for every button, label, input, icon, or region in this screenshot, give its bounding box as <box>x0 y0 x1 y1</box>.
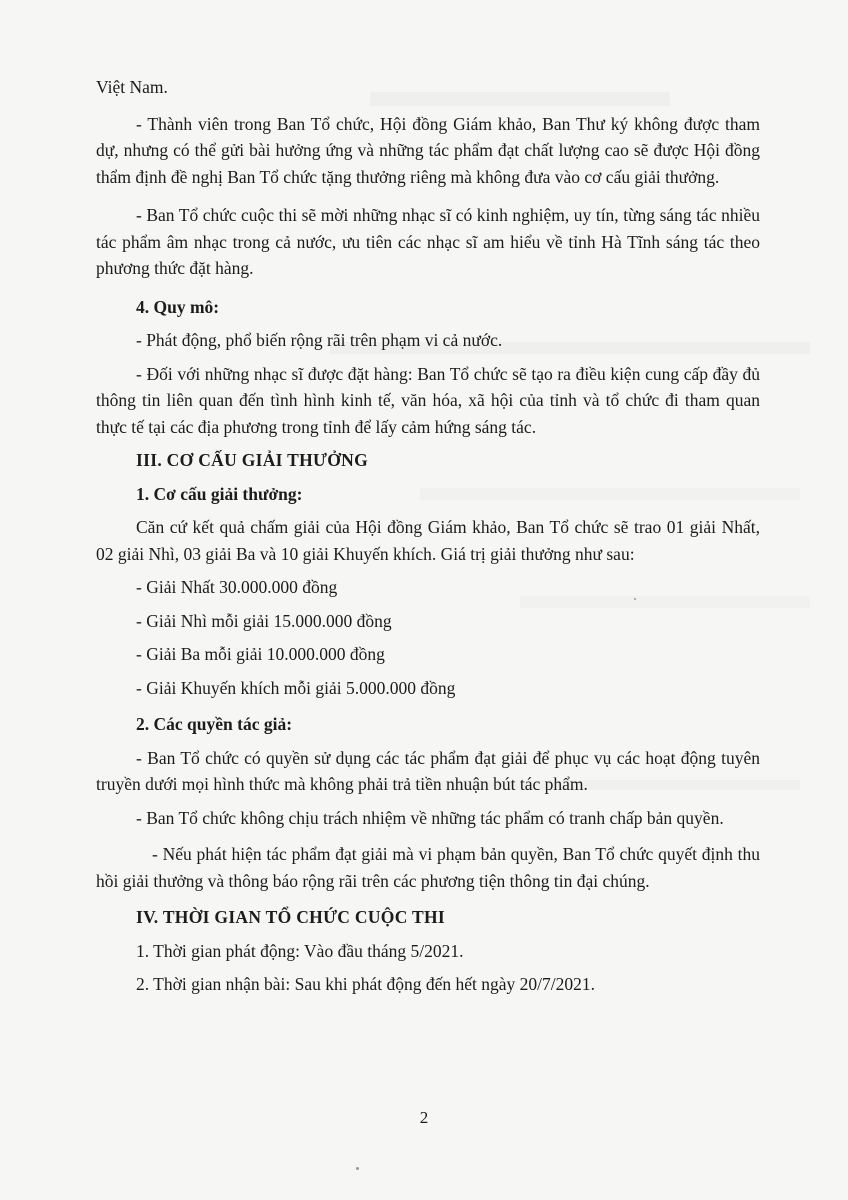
paragraph: - Ban Tổ chức cuộc thi sẽ mời những nhạc sĩ có kinh nghiệm, uy tín, từng sáng tác nhiều tác phẩm âm nhạc trong cả nước, ưu tiên các nhạc sĩ am hiểu về tỉnh Hà Tĩnh sáng tác theo phương thức đặt hàng. <box>96 205 760 278</box>
paragraph: - Ban Tổ chức có quyền sử dụng các tác phẩm đạt giải để phục vụ các hoạt động tuyên truyền dưới mọi hình thức mà không phải trả tiền nhuận bút tác phẩm. <box>96 747 760 794</box>
document-body <box>96 74 760 998</box>
paragraph: - Nếu phát hiện tác phẩm đạt giải mà vi phạm bản quyền, Ban Tổ chức quyết định thu hồi giải thưởng và thông báo rộng rãi trên các phương tiện thông tin đại chúng. <box>96 844 760 891</box>
section-heading: IV. THỜI GIAN TỔ CHỨC CUỘC THI <box>136 907 445 927</box>
subsection-heading: 2. Các quyền tác giả: <box>136 714 293 734</box>
prize-item: - Giải Ba mỗi giải 10.000.000 đồng <box>136 644 385 664</box>
section-heading: III. CƠ CẤU GIẢI THƯỞNG <box>136 450 368 470</box>
list-item: - Phát động, phổ biến rộng rãi trên phạm vi cả nước. <box>136 330 503 350</box>
page-number: 2 <box>419 1108 429 1127</box>
prize-item: - Giải Khuyến khích mỗi giải 5.000.000 đồng <box>136 677 456 698</box>
timeline-item: 2. Thời gian nhận bài: Sau khi phát động đến hết ngày 20/7/2021. <box>136 974 596 994</box>
paragraph: - Thành viên trong Ban Tổ chức, Hội đồng Giám khảo, Ban Thư ký không được tham dự, nhưng có thể gửi bài hưởng ứng và những tác phẩm đạt chất lượng cao sẽ được Hội đồng thẩm định đề nghị Ban Tổ chức tặng thưởng riêng mà không đưa vào cơ cấu giải thưởng. <box>96 113 760 187</box>
subsection-heading: 4. Quy mô: <box>136 296 220 317</box>
prize-item: - Giải Nhất 30.000.000 đồng <box>136 577 338 597</box>
timeline-item: 1. Thời gian phát động: Vào đầu tháng 5/2021. <box>136 940 464 961</box>
prize-item: - Giải Nhì mỗi giải 15.000.000 đồng <box>136 610 392 631</box>
paragraph: Việt Nam. <box>96 77 168 97</box>
paragraph: - Đối với những nhạc sĩ được đặt hàng: Ban Tổ chức sẽ tạo ra điều kiện cung cấp đầy đủ thông tin liên quan đến tình hình kinh tế, văn hóa, xã hội của tỉnh và tổ chức đi tham quan thực tế tại các địa phương trong tỉnh để lấy cảm hứng sáng tác. <box>96 363 760 437</box>
scan-speck <box>356 1167 359 1170</box>
paragraph: - Ban Tổ chức không chịu trách nhiệm về những tác phẩm có tranh chấp bản quyền. <box>136 807 724 828</box>
paragraph: Căn cứ kết quả chấm giải của Hội đồng Giám khảo, Ban Tổ chức sẽ trao 01 giải Nhất, 02 giải Nhì, 03 giải Ba và 10 giải Khuyến khích. Giá trị giải thưởng như sau: <box>96 517 760 564</box>
subsection-heading: 1. Cơ cấu giải thưởng: <box>136 483 303 504</box>
scan-speck <box>634 598 636 600</box>
